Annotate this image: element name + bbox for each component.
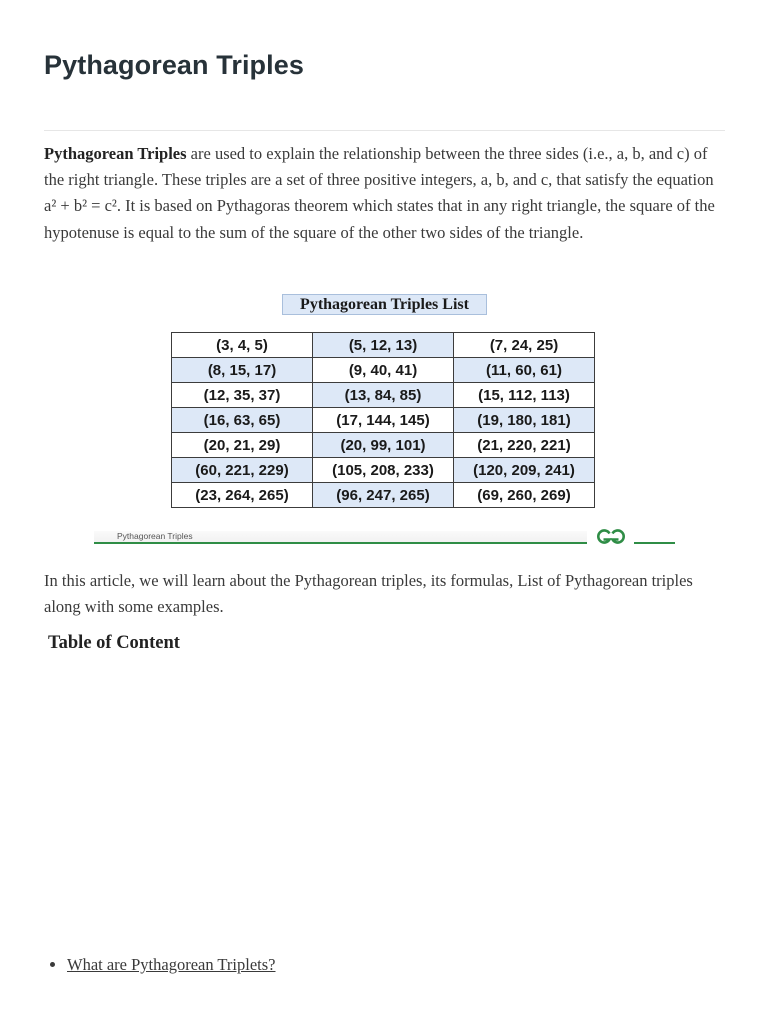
intro-bold-term: Pythagorean Triples	[44, 144, 187, 163]
triple-cell: (69, 260, 269)	[454, 483, 595, 508]
triple-cell: (8, 15, 17)	[172, 358, 313, 383]
triple-cell: (21, 220, 221)	[454, 433, 595, 458]
figure-caption: Pythagorean Triples	[117, 531, 193, 541]
triples-row	[172, 333, 595, 358]
triples-table	[171, 332, 595, 508]
triple-cell: (11, 60, 61)	[454, 358, 595, 383]
triple-cell: (96, 247, 265)	[313, 483, 454, 508]
triples-row	[172, 383, 595, 408]
toc-item	[67, 953, 276, 977]
title-divider	[44, 130, 725, 131]
triple-cell: (23, 264, 265)	[172, 483, 313, 508]
triple-cell: (12, 35, 37)	[172, 383, 313, 408]
triple-cell: (13, 84, 85)	[313, 383, 454, 408]
intro-paragraph	[44, 141, 725, 246]
figure-footer	[94, 528, 676, 548]
triple-cell: (16, 63, 65)	[172, 408, 313, 433]
triple-cell: (20, 99, 101)	[313, 433, 454, 458]
triple-cell: (3, 4, 5)	[172, 333, 313, 358]
triple-cell: (9, 40, 41)	[313, 358, 454, 383]
triples-row	[172, 358, 595, 383]
triples-row	[172, 458, 595, 483]
pythagorean-triples-figure	[94, 290, 676, 550]
triple-cell: (5, 12, 13)	[313, 333, 454, 358]
footer-bar-right	[634, 531, 675, 544]
triple-cell: (15, 112, 113)	[454, 383, 595, 408]
toc-heading: Table of Content	[48, 633, 180, 653]
triple-cell: (60, 221, 229)	[172, 458, 313, 483]
triple-cell: (19, 180, 181)	[454, 408, 595, 433]
triples-row	[172, 483, 595, 508]
page-title: Pythagorean Triples	[44, 50, 304, 80]
toc-link-what-are-pythagorean-triplets[interactable]: What are Pythagorean Triplets?	[67, 955, 276, 974]
triple-cell: (20, 21, 29)	[172, 433, 313, 458]
article-summary-paragraph: In this article, we will learn about the Pythagorean triples, its formulas, List of Pythagorean triples along with some examples.	[44, 571, 693, 617]
intro-text: are used to explain the relationship between the three sides (i.e., a, b, and c) of the right triangle. These triples are a set of three positive integers, a, b, and c, that satisfy the equation a² + b² = c². It is based on Pythagoras theorem which states that in any right triangle, the square of the hypotenuse is equal to the sum of the square of the other two sides of the triangle.	[44, 144, 715, 242]
triple-cell: (105, 208, 233)	[313, 458, 454, 483]
triples-row	[172, 433, 595, 458]
gfg-logo-icon	[594, 526, 628, 546]
triple-cell: (120, 209, 241)	[454, 458, 595, 483]
triple-cell: (7, 24, 25)	[454, 333, 595, 358]
toc-list	[44, 953, 276, 977]
figure-title: Pythagorean Triples List	[282, 294, 487, 315]
triple-cell: (17, 144, 145)	[313, 408, 454, 433]
triples-row	[172, 408, 595, 433]
